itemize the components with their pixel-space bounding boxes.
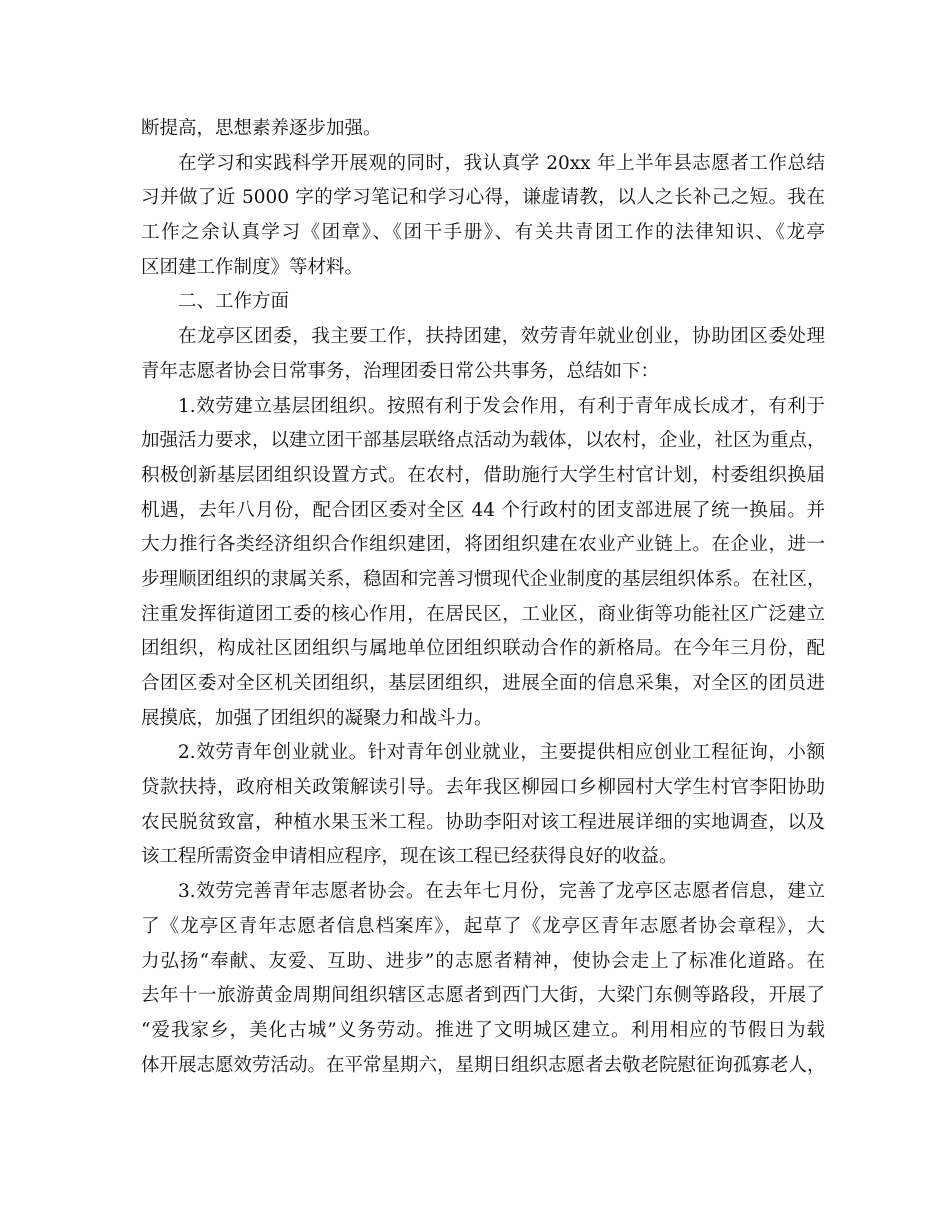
text-line: 注重发挥街道团工委的核心作用，在居民区，工业区，商业街等功能社区广泛建立: [141, 603, 825, 625]
text-line: 机遇，去年八月份，配合团区委对全区 44 个行政村的团支部进展了统一换届。并: [141, 499, 825, 521]
text-line: 区团建工作制度》等材料。: [141, 256, 364, 278]
text-line: 步理顺团组织的隶属关系，稳固和完善习惯现代企业制度的基层组织体系。在社区，: [141, 568, 826, 590]
text-line: 了《龙亭区青年志愿者信息档案库》，起草了《龙亭区青年志愿者协会章程》，大: [141, 915, 825, 937]
text-line: 断提高，思想素养逐步加强。: [141, 118, 382, 139]
text-line: “爱我家乡，美化古城”义务劳动。推进了文明城区建立。利用相应的节假日为载: [141, 1019, 825, 1041]
text-line: 加强活力要求，以建立团干部基层联络点活动为载体，以农村，企业，社区为重点，: [141, 430, 826, 452]
text-line: 在龙亭区团委，我主要工作，扶持团建，效劳青年就业创业，协助团区委处理: [178, 326, 825, 348]
text-line: 2.效劳青年创业就业。针对青年创业就业，主要提供相应创业工程征询，小额: [178, 742, 825, 764]
document-page: [141, 112, 825, 1083]
text-line: 去年十一旅游黄金周期间组织辖区志愿者到西门大街，大梁门东侧等路段，开展了: [141, 985, 825, 1007]
text-line: 二、工作方面: [178, 291, 290, 313]
text-line: 合团区委对全区机关团组织，基层团组织，进展全面的信息采集，对全区的团员进: [141, 673, 825, 694]
text-line: 在学习和实践科学开展观的同时，我认真学 20xx 年上半年县志愿者工作总结: [178, 152, 825, 174]
text-line: 该工程所需资金申请相应程序，现在该工程已经获得良好的收益。: [141, 846, 678, 868]
text-line: 团组织，构成社区团组织与属地单位团组织联动合作的新格局。在今年三月份，配: [141, 638, 825, 660]
text-line: 大力推行各类经济组织合作组织建团，将团组织建在农业产业链上。在企业，进一: [141, 534, 825, 556]
text-line: 贷款扶持，政府相关政策解读引导。去年我区柳园口乡柳园村大学生村官李阳协助: [141, 777, 825, 799]
text-line: 工作之余认真学习《团章》、《团干手册》、有关共青团工作的法律知识、《龙亭: [141, 222, 825, 244]
text-line: 农民脱贫致富，种植水果玉米工程。协助李阳对该工程进展详细的实地调查，以及: [141, 811, 825, 833]
text-line: 习并做了近 5000 字的学习笔记和学习心得，谦虚请教，以人之长补己之短。我在: [141, 187, 825, 209]
text-line: 青年志愿者协会日常事务，治理团委日常公共事务，总结如下：: [141, 360, 660, 382]
text-line: 展摸底，加强了团组织的凝聚力和战斗力。: [141, 707, 493, 729]
text-line: 积极创新基层团组织设置方式。在农村，借助施行大学生村官计划，村委组织换届: [141, 464, 825, 486]
text-line: 1.效劳建立基层团组织。按照有利于发会作用，有利于青年成长成才，有利于: [178, 395, 825, 417]
text-line: 体开展志愿效劳活动。在平常星期六，星期日组织志愿者去敬老院慰征询孤寡老人，: [141, 1054, 826, 1076]
text-line: 3.效劳完善青年志愿者协会。在去年七月份，完善了龙亭区志愿者信息，建立: [178, 881, 825, 903]
text-line: 力弘扬“奉献、友爱、互助、进步”的志愿者精神，使协会走上了标准化道路。在: [141, 950, 825, 972]
